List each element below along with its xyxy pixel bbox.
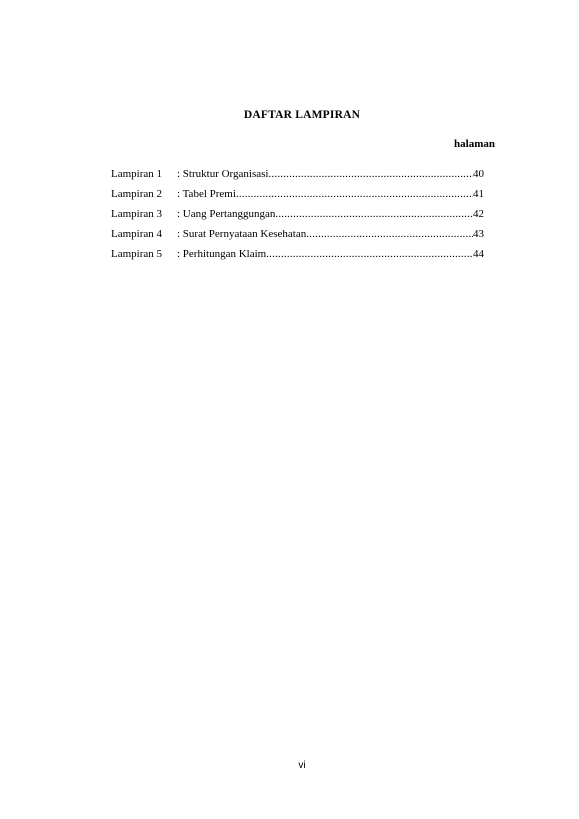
appendix-entry-body	[177, 184, 484, 204]
appendix-title: : Struktur Organisasi	[177, 168, 269, 180]
appendix-page-number: 42	[473, 208, 484, 220]
appendix-page-number: 40	[473, 168, 484, 180]
dot-leader	[236, 184, 473, 204]
appendix-entry	[111, 184, 484, 204]
appendix-label: Lampiran 1	[111, 168, 163, 180]
appendix-entry-body	[177, 164, 484, 184]
appendix-title: : Uang Pertanggungan	[177, 208, 276, 220]
dot-leader	[268, 164, 473, 184]
appendix-list	[111, 164, 484, 264]
appendix-title: : Perhitungan Klaim	[177, 248, 267, 260]
dot-leader	[275, 204, 473, 224]
appendix-entry	[111, 224, 484, 244]
page-title: DAFTAR LAMPIRAN	[243, 109, 361, 121]
dot-leader	[266, 244, 473, 264]
appendix-entry-body	[177, 244, 484, 264]
appendix-entry	[111, 164, 484, 184]
appendix-page-number: 44	[473, 248, 484, 260]
appendix-title: : Tabel Premi	[177, 188, 236, 200]
appendix-entry	[111, 204, 484, 224]
appendix-entry	[111, 244, 484, 264]
appendix-label: Lampiran 4	[111, 228, 163, 240]
appendix-title: : Surat Pernyataan Kesehatan	[177, 228, 307, 240]
appendix-label: Lampiran 5	[111, 248, 163, 260]
appendix-entry-body	[177, 224, 484, 244]
appendix-label: Lampiran 3	[111, 208, 163, 220]
appendix-page-number: 41	[473, 188, 484, 200]
dot-leader	[306, 224, 473, 244]
appendix-label: Lampiran 2	[111, 188, 163, 200]
footer-page-number: vi	[298, 760, 306, 771]
page-column-header: halaman	[454, 138, 495, 150]
appendix-page-number: 43	[473, 228, 484, 240]
appendix-entry-body	[177, 204, 484, 224]
